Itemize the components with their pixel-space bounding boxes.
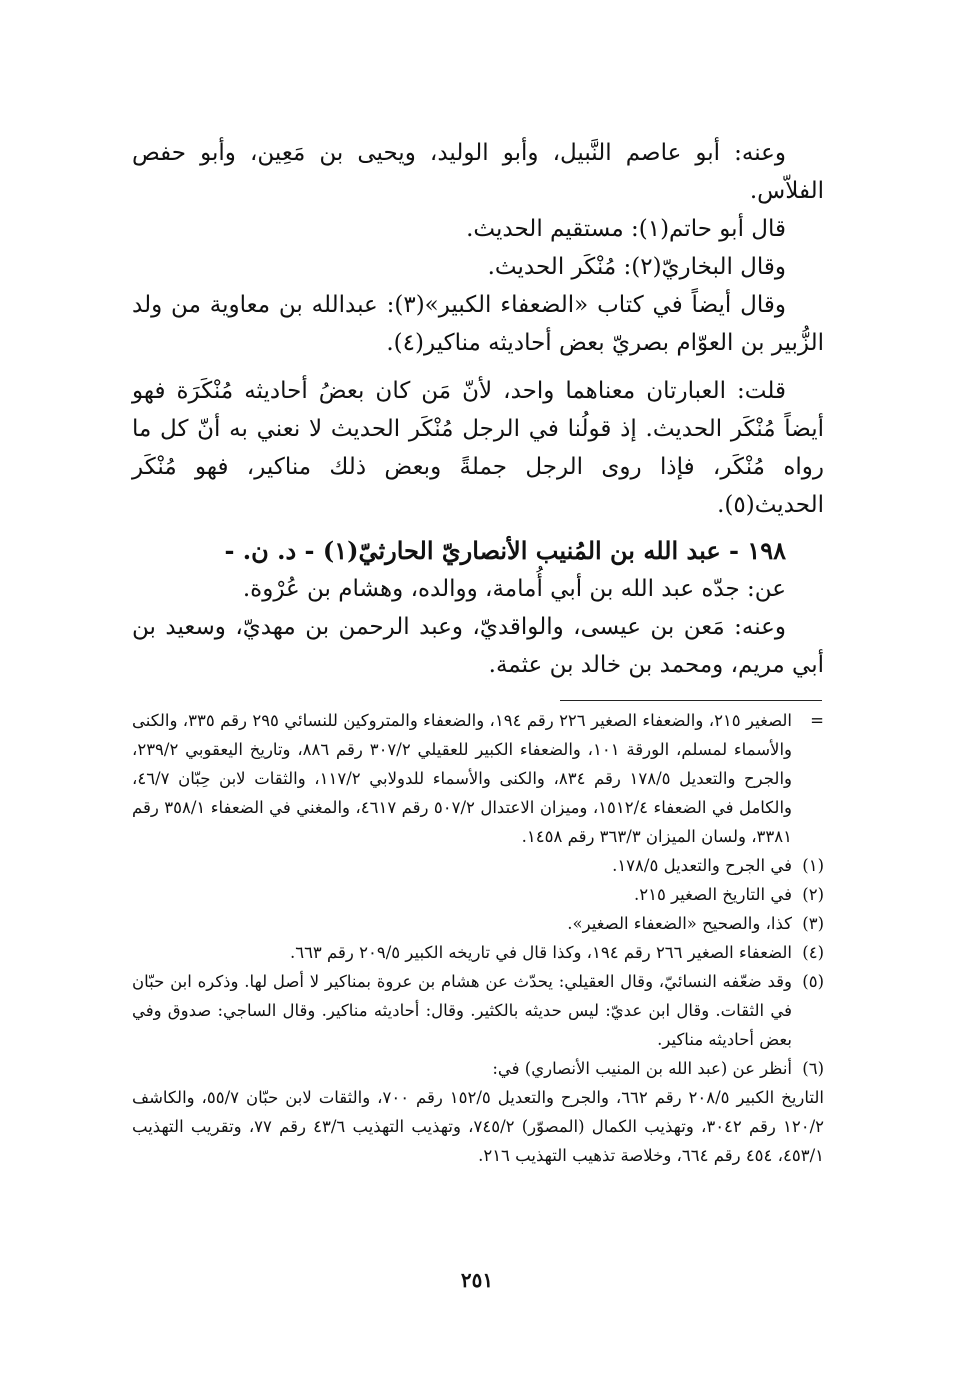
- footnote-text: في التاريخ الصغير ٢١٥.: [633, 885, 792, 904]
- entry-heading: ١٩٨ - عبد الله بن المُنيب الأنصاريّ الحارثيّ(١) - د. ن. -: [224, 536, 786, 565]
- footnote-number: (٤): [802, 943, 824, 962]
- footnote-item: [132, 880, 824, 909]
- footnotes: [132, 706, 824, 1170]
- footnote-item: [132, 938, 824, 967]
- footnote-text: وقد ضعّفه النسائيّ، وقال العقيلي: يحدّث عن هشام بن عروة بمناكير لا أصل لها. وذكره ابن حبّان في الثقات. وقال ابن عديّ: ليس حديثه بالكثير. وقال: أحاديثه مناكير. وقال الساجي: صدوق وفي بعض أحاديثه مناكير.: [132, 972, 792, 1049]
- footnote-number: (٥): [802, 972, 824, 991]
- paragraph-narrated-by: وعنه: مَعن بن عيسى، والواقديّ، وعبد الرحمن بن مهديّ، وسعيد بن أبي مريم، ومحمد بن خالد بن عثمة.: [132, 614, 824, 678]
- paragraph-narrated-from: عن: جدّه عبد الله بن أبي أُمامة، ووالده، وهشام بن عُرْوة.: [242, 576, 786, 602]
- footnote-continuation-mark: =: [810, 711, 824, 730]
- footnote-continuation: [132, 706, 824, 851]
- paragraph-duafa-kabir: وقال أيضاً في كتاب «الضعفاء الكبير»(٣): عبدالله بن معاوية من ولد الزُّبير بن العوّام بصريّ بعض أحاديثه مناكير(٤).: [132, 292, 824, 356]
- paragraph-abu-hatim: قال أبو حاتم(١): مستقيم الحديث.: [466, 216, 786, 242]
- paragraph-narrators-from: وعنه: أبو عاصم النَّبيل، وأبو الوليد، ويحيى بن مَعِين، وأبو حفص الفلاّس.: [132, 140, 824, 204]
- paragraph-comment: قلت: العبارتان معناهما واحد، لأنّ مَن كان بعضُ أحاديثه مُنْكَرَة فهو أيضاً مُنْكَر الحديث. إذ قولُنا في الرجل مُنْكَر الحديث لا نعني به أنّ كل ما رواه مُنْكَر، فإذا روى الرجل جملةً وبعض ذلك مناكير، فهو مُنْكَر الحديث(٥).: [132, 378, 824, 518]
- footnote-text: أنظر عن (عبد الله بن المنيب الأنصاري) في:: [492, 1059, 792, 1078]
- page-number: ٢٥١: [460, 1268, 494, 1292]
- paragraph-bukhari: وقال البخاريّ(٢): مُنْكَر الحديث.: [487, 254, 786, 280]
- main-text: [132, 134, 824, 684]
- footnote-text: الضعفاء الصغير ٢٦٦ رقم ١٩٤، وكذا قال في تاريخه الكبير ٢٠٩/٥ رقم ٦٦٣.: [289, 943, 792, 962]
- footnote-continuation-text: الصغير ٢١٥، والضعفاء الصغير ٢٢٦ رقم ١٩٤، والضعفاء والمتروكين للنسائي ٢٩٥ رقم ٣٣٥، والكنى والأسماء لمسلم، الورقة ١٠١، والضعفاء الكبير للعقيلي ٣٠٧/٢ رقم ٨٨٦، وتاريخ اليعقوبي ٢٣٩/٢، والجرح والتعديل ١٧٨/٥ رقم ٨٣٤، والكنى والأسماء للدولابي ١١٧/٢، والثقات لابن حِبّان ٤٦/٧، والكامل في الضعفاء ١٥١٢/٤، وميزان الاعتدال ٥٠٧/٢ رقم ٤٦١٧، والمغني في الضعفاء ٣٥٨/١ رقم ٣٣٨١، ولسان الميزان ٣٦٣/٣ رقم ١٤٥٨.: [132, 711, 793, 846]
- footnote-number: (١): [802, 856, 824, 875]
- footnote-item: [132, 1054, 824, 1083]
- footnote-number: (٦): [802, 1059, 824, 1078]
- footnote-item: [132, 851, 824, 880]
- footnote-item: [132, 909, 824, 938]
- footnote-sources-text: التاريخ الكبير ٢٠٨/٥ رقم ٦٦٢، والجرح والتعديل ١٥٢/٥ رقم ٧٠٠، والثقات لابن حبّان ٥٥/٧، والكاشف ١٢٠/٢ رقم ٣٠٤٢، وتهذيب الكمال (المصوّر) ٧٤٥/٢، وتهذيب التهذيب ٤٣/٦ رقم ٧٧، وتقريب التهذيب ٤٥٣/١، ٤٥٤ رقم ٦٦٤، وخلاصة تذهيب التهذيب ٢١٦.: [132, 1088, 825, 1165]
- footnote-divider: [560, 700, 822, 701]
- footnote-item: [132, 967, 824, 1054]
- footnote-text: في الجرح والتعديل ١٧٨/٥.: [612, 856, 792, 875]
- footnote-number: (٣): [802, 914, 824, 933]
- footnote-number: (٢): [802, 885, 824, 904]
- footnote-text: كذا، والصحيح «الضعفاء الصغير».: [567, 914, 792, 933]
